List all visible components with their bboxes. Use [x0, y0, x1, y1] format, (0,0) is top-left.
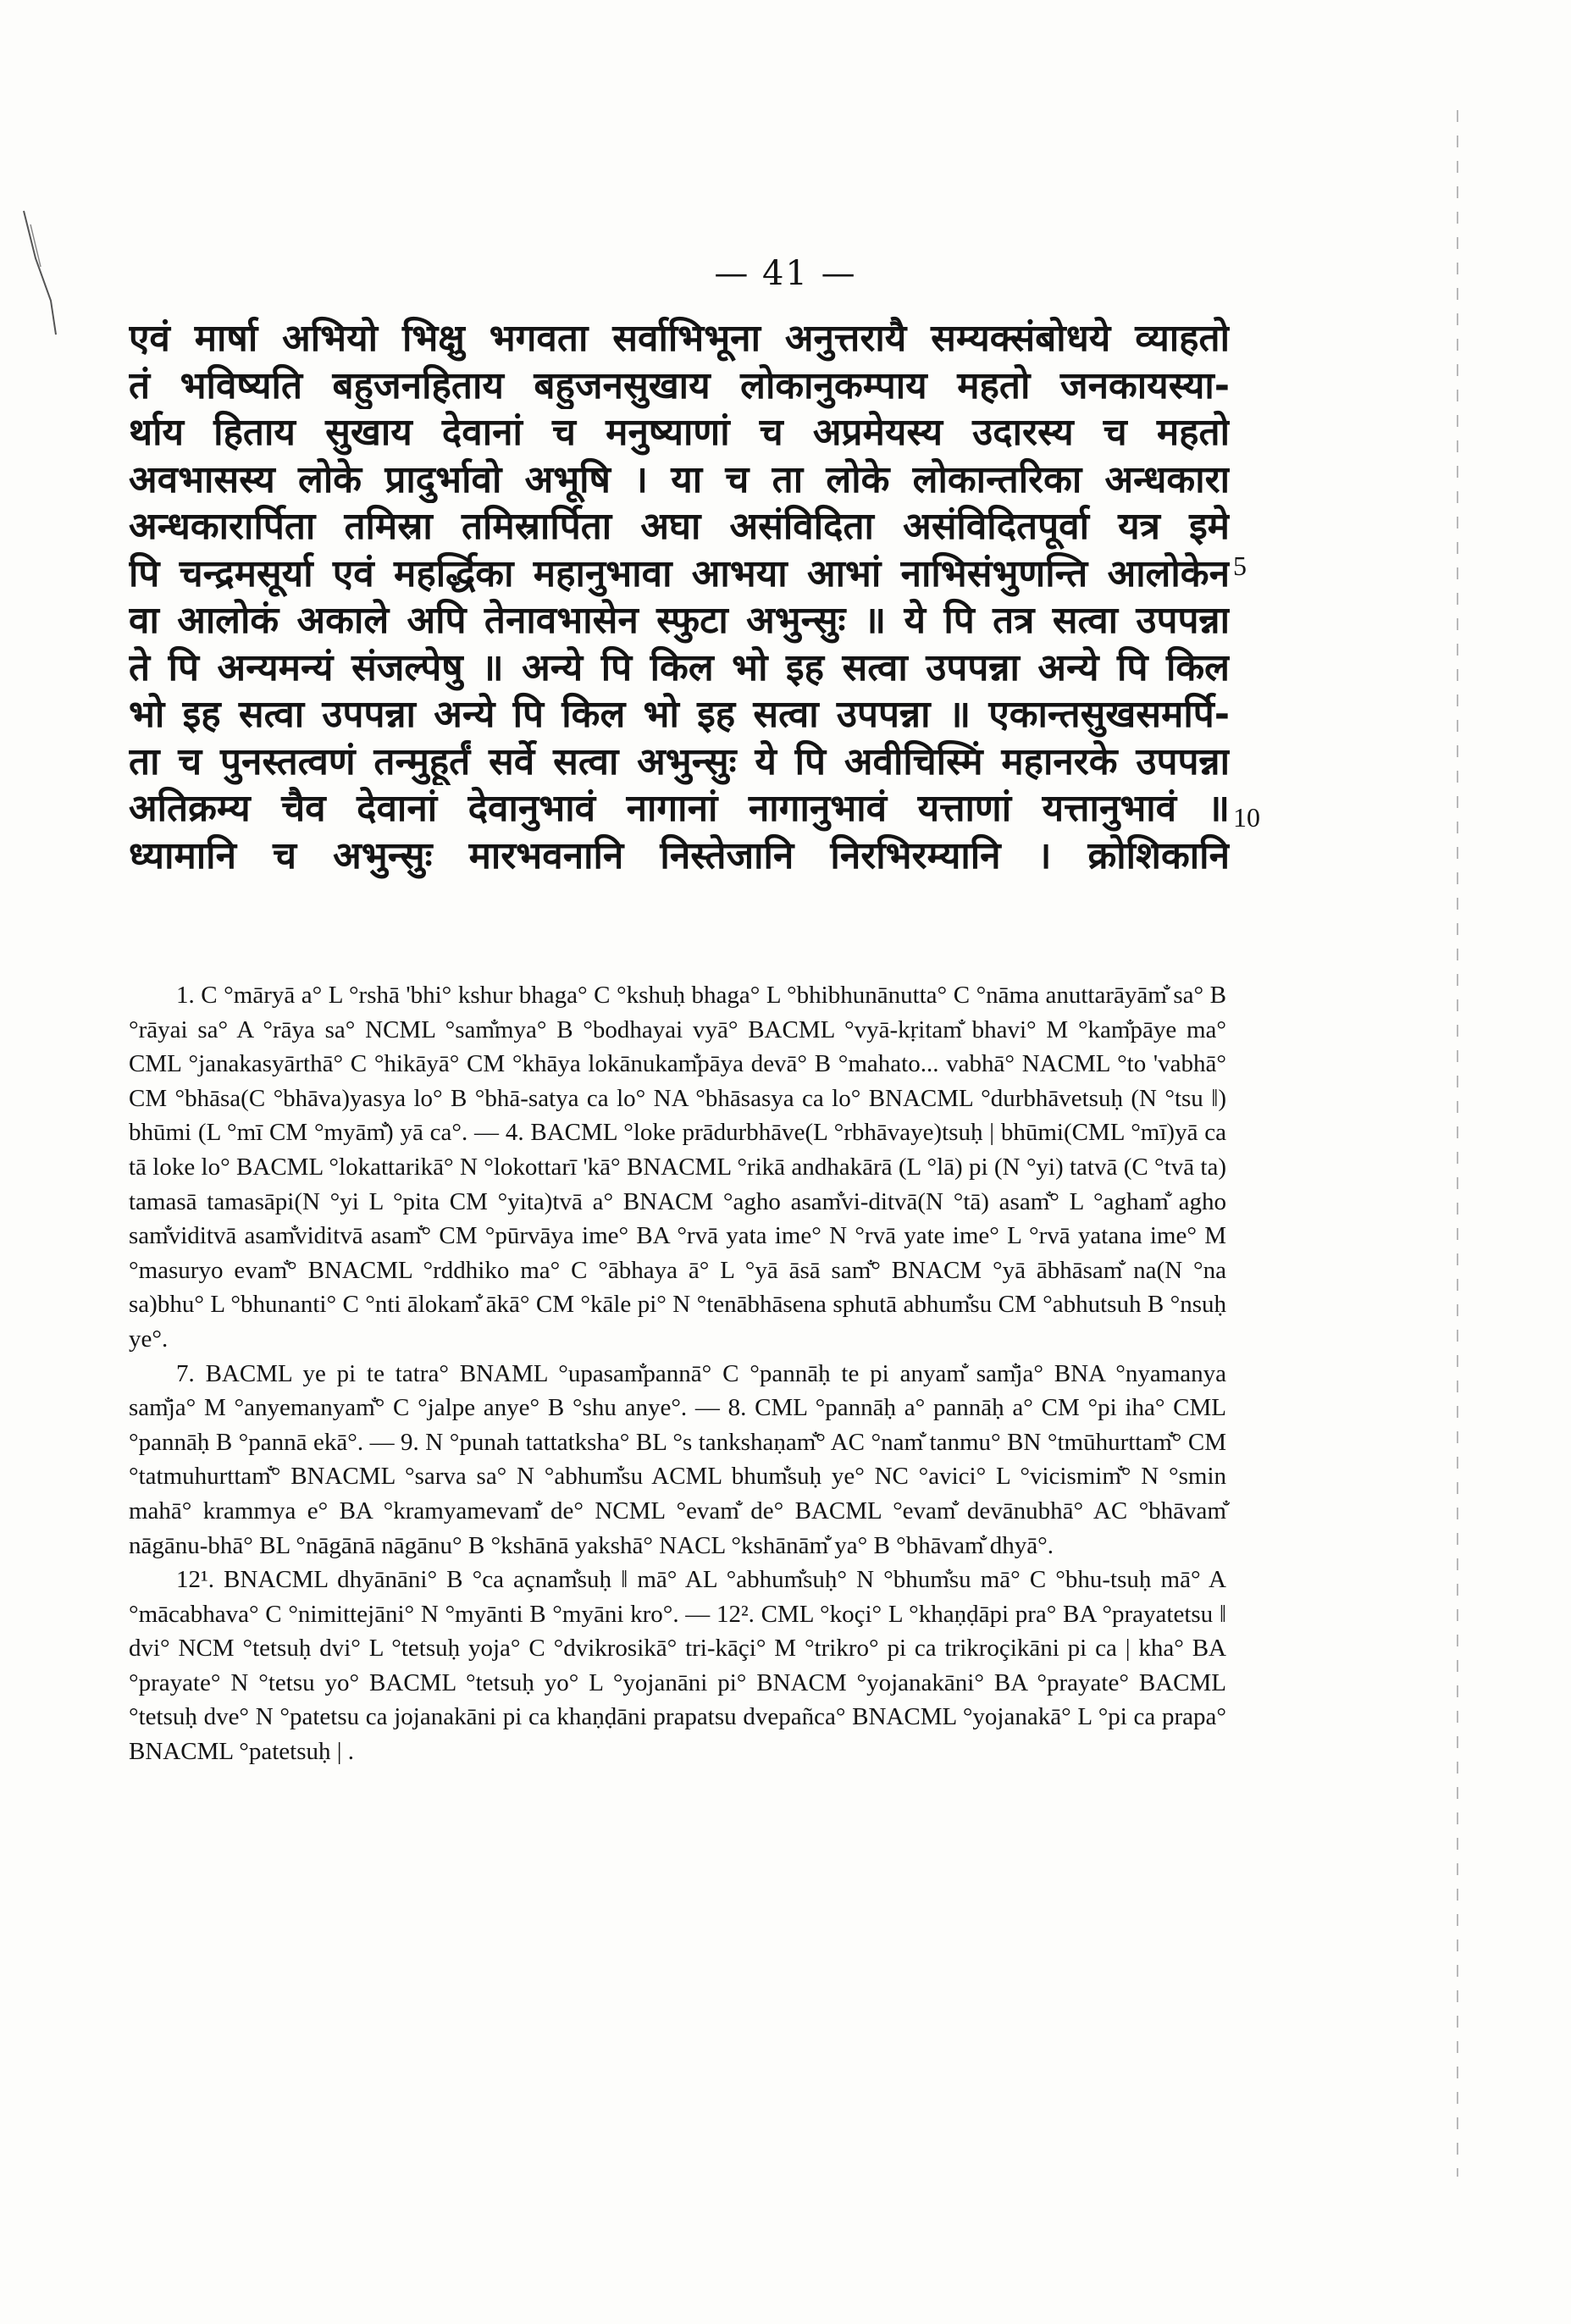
- sanskrit-line: अवभासस्य लोके प्रादुर्भावो अभूषि । या च ता लोके लोकान्तरिका अन्धकारा: [129, 457, 1230, 501]
- sanskrit-line: अन्धकारार्पिता तमिस्रा तमिस्रार्पिता अघा असंविदिता असंविदितपूर्वा यत्र इमे: [129, 505, 1230, 548]
- line-number-5: 5: [1233, 551, 1247, 581]
- sanskrit-line: भो इह सत्वा उपपन्ना अन्ये पि किल भो इह सत्वा उपपन्ना ॥ एकान्तसुखसमर्पि-: [129, 693, 1230, 736]
- line-number-10: 10: [1233, 802, 1260, 833]
- sanskrit-line: तं भविष्यति बहुजनहिताय बहुजनसुखाय लोकानुकम्पाय महतो जनकायस्या-: [129, 363, 1230, 407]
- sanskrit-line: ता च पुनस्तत्वणं तन्मुहूर्तं सर्वे सत्वा अभुन्सुः ये पि अवीचिस्मिं महानरके उपपन्ना: [129, 739, 1230, 783]
- critical-apparatus: [129, 978, 1226, 1769]
- apparatus-note: 1. C °māryā a° L °rshā 'bhi° kshur bhaga° C °kshuḥ bhaga° L °bhibhunānutta° C °nāma anuttarāyām̐ sa° B °rāyai sa° A °rāya sa° NCML °sam̐mya° B °bodhayai vyā° BACML °vyā-kṛitam̐ bhavi° M °kam̐pāye ma° CML °janakasyārthā° C °hikāyā° CM °khāya lokānukam̐pāya devā° B °mahato... vabhā° NACML °to 'vabhā° CM °bhāsa(C °bhāva)yasya lo° B °bhā-satya ca lo° NA °bhāsasya ca lo° BNACML °durbhāvetsuḥ (N °tsu ‖) bhūmi (L °mī CM °myām̐) yā ca°. — 4. BACML °loke prādurbhāve(L °rbhāvaye)tsuḥ | bhūmi(CML °mī)yā ca tā loke lo° BACML °lokattarikā° N °lokottarī 'kā° BNACML °rikā andhakārā (L °lā) pi (N °yi) tatvā (C °tvā ta) tamasā tamasāpi(N °yi L °pita CM °yita)tvā a° BNACM °agho asam̐vi-ditvā(N °tā) asam̐° L °agham̐ agho sam̐viditvā asam̐viditvā asam̐° CM °pūrvāya ime° BA °rvā yata ime° N °rvā yate ime° L °rvā yatana ime° M °masuryo evam̐° BNACML °rddhiko ma° C °ābhaya ā° L °yā āsā sam̐° BNACM °yā ābhāsam̐ na(N °na sa)bhu° L °bhunanti° C °nti ālokam̐ ākā° CM °kāle pi° N °tenābhāsena sphutā abhum̐su CM °abhutsuh B °nsuḥ ye°.: [129, 982, 1226, 1353]
- margin-scan-rule: [1457, 110, 1458, 2177]
- sanskrit-line: पि चन्द्रमसूर्या एवं महर्द्धिका महानुभावा आभया आभां नाभिसंभुणन्ति आलोकेन: [129, 551, 1230, 595]
- apparatus-note: 7. BACML ye pi te tatra° BNAML °upasam̐pannā° C °pannāḥ te pi anyam̐ sam̐ja° BNA °nyamanya sam̐ja° M °anyemanyam̐° C °jalpe anye° B °shu anye°. — 8. CML °pannāḥ a° pannāḥ a° CM °pi iha° CML °pannāḥ B °pannā ekā°. — 9. N °punah tattatksha° BL °s tankshaṇam̐° AC °nam̐ tanmu° BN °tmūhurttam̐° CM °tatmuhurttam̐° BNACML °sarva sa° N °abhum̐su ACML bhum̐suḥ ye° NC °avici° L °vicismim̐° N °smin mahā° krammya e° BA °kramyamevam̐ de° NCML °evam̐ de° BACML °evam̐ devānubhā° AC °bhāvam̐ nāgānu-bhā° BL °nāgānā nāgānu° B °kshānā yakshā° NACL °kshānām̐ ya° B °bhāvam̐ dhyā°.: [129, 1359, 1226, 1559]
- sanskrit-line: अतिक्रम्य चैव देवानां देवानुभावं नागानां नागानुभावं यत्ताणां यत्तानुभावं ॥: [129, 787, 1230, 830]
- page-number: — 41 —: [714, 254, 857, 293]
- sanskrit-text-block: [129, 315, 1230, 879]
- sanskrit-line: वा आलोकं अकाले अपि तेनावभासेन स्फुटा अभुन्सुः ॥ ये पि तत्र सत्वा उपपन्ना: [129, 599, 1230, 642]
- sanskrit-line: ध्यामानि च अभुन्सुः मारभवनानि निस्तेजानि निरभिरम्यानि । क्रोशिकानि: [129, 833, 1230, 877]
- sanskrit-line: एवं मार्षा अभियो भिक्षु भगवता सर्वाभिभूना अनुत्तरायै सम्यक्संबोधये व्याहतो: [129, 317, 1230, 360]
- sanskrit-line: र्थाय हिताय सुखाय देवानां च मनुष्याणां च अप्रमेयस्य उदारस्य च महतो: [129, 411, 1230, 454]
- apparatus-note: 12¹. BNACML dhyānāni° B °ca açnam̐suḥ ‖ mā° AL °abhum̐suḥ° N °bhum̐su mā° C °bhu-tsuḥ mā° A °mācabhava° C °nimittejāni° N °myānti B °myāni kro°. — 12². CML °koçi° L °khaṇḍāpi pra° BA °prayatetsu ‖ dvi° NCM °tetsuḥ dvi° L °tetsuḥ yoja° C °dvikrosikā° tri-kāçi° M °trikro° pi ca trikroçikāni pi ca | kha° BA °prayate° N °tetsu yo° BACML °tetsuḥ yo° L °yojanāni pi° BNACM °yojanakāni° BA °prayate° BACML °tetsuḥ dve° N °patetsu ca jojanakāni pi ca khaṇḍāni prapatsu dvepañca° BNACML °yojanakā° L °pi ca prapa° BNACML °patetsuḥ | .: [129, 1566, 1226, 1766]
- sanskrit-line: ते पि अन्यमन्यं संजल्पेषु ॥ अन्ये पि किल भो इह सत्वा उपपन्ना अन्ये पि किल: [129, 645, 1230, 689]
